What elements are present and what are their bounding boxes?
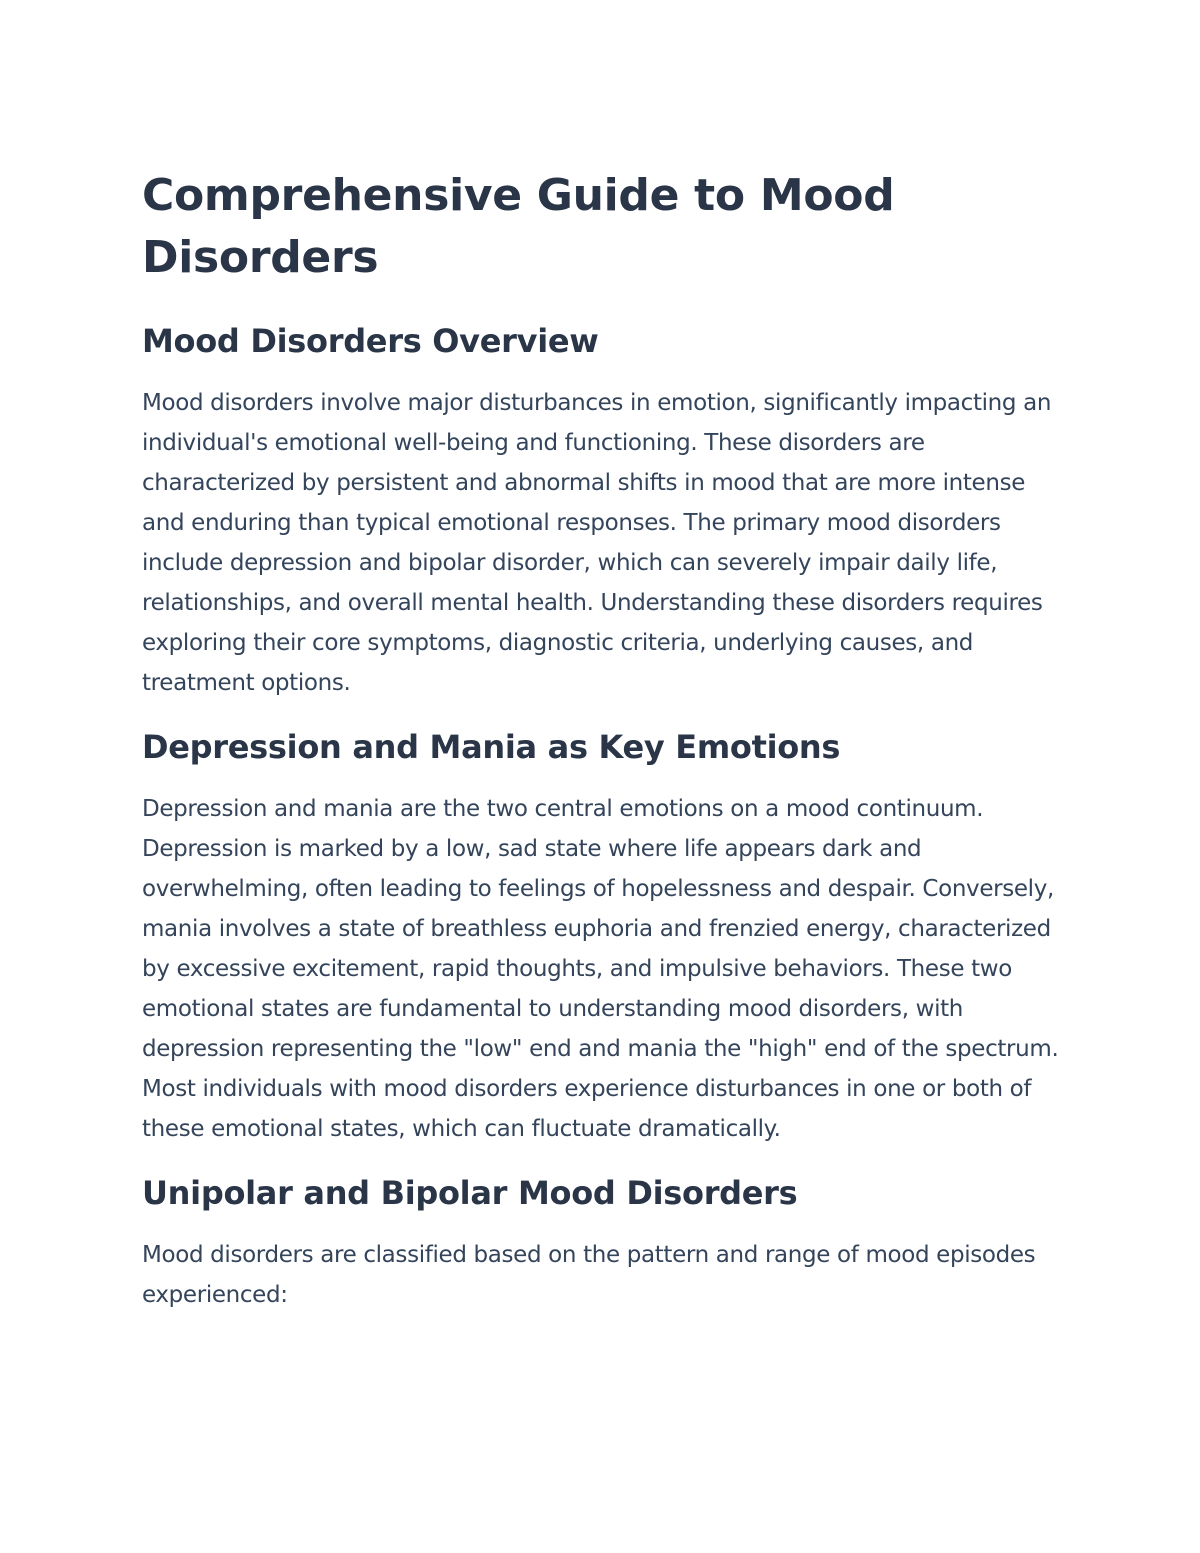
section-paragraph-overview: Mood disorders involve major disturbances in emotion, significantly impacting an individual's emotional well-being and functioning. These disorders are characterized by persistent and abnormal shifts in mood that are more intense and enduring than typical emotional responses. The primary mood disorders include depression and bipolar disorder, which can severely impair daily life, relationships, and overall mental health. Understanding these disorders requires exploring their core symptoms, diagnostic criteria, underlying causes, and treatment options. bbox=[142, 390, 1052, 696]
section-heading-overview: Mood Disorders Overview bbox=[142, 322, 599, 360]
document-page bbox=[142, 165, 1072, 1337]
document-title: Comprehensive Guide to Mood Disorders bbox=[142, 170, 895, 283]
section-heading-unipolar-bipolar: Unipolar and Bipolar Mood Disorders bbox=[142, 1174, 798, 1212]
section-heading-depression-mania: Depression and Mania as Key Emotions bbox=[142, 728, 841, 766]
section-paragraph-depression-mania: Depression and mania are the two central emotions on a mood continuum. Depression is marked by a low, sad state where life appears dark and overwhelming, often leading to feelings of hopelessness and despair. Conversely, mania involves a state of breathless euphoria and frenzied energy, characterized by excessive excitement, rapid thoughts, and impulsive behaviors. These two emotional states are fundamental to understanding mood disorders, with depression representing the "low" end and mania the "high" end of the spectrum. Most individuals with mood disorders experience disturbances in one or both of these emotional states, which can fluctuate dramatically. bbox=[142, 796, 1059, 1142]
section-paragraph-unipolar-bipolar: Mood disorders are classified based on the pattern and range of mood episodes experienced: bbox=[142, 1242, 1036, 1308]
